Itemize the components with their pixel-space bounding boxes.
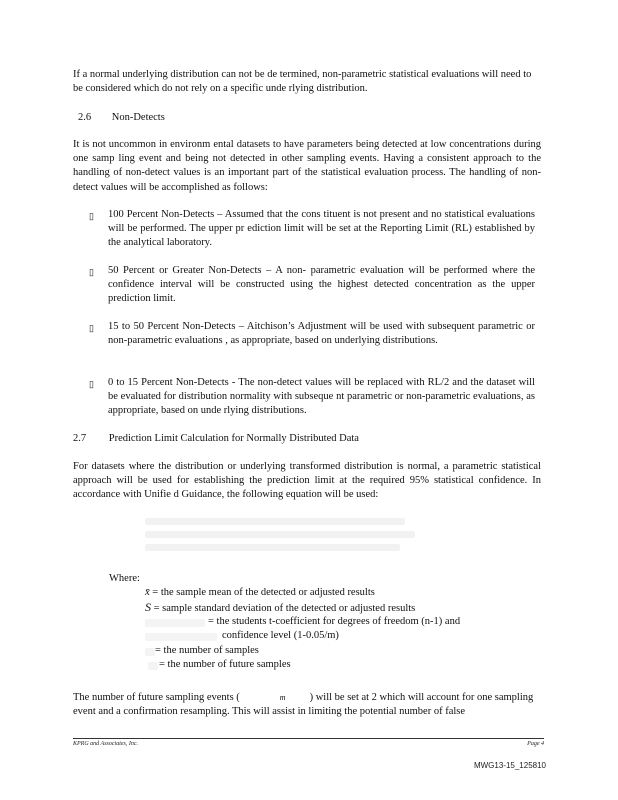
t-symbol-image — [145, 633, 217, 641]
document-code: MWG13-15_125810 — [473, 761, 546, 770]
n-symbol-image — [145, 648, 155, 656]
equation-image — [145, 518, 415, 560]
bullet-icon: ▯ — [89, 211, 94, 221]
footer-page-number: Page 4 — [527, 741, 544, 747]
section-title: Non-Detects — [111, 112, 165, 123]
intro-paragraph: If a normal underlying distribution can not be de termined, non-parametric statistical evaluations will need to be considered which do not rely on a specific unde rlying distribution. — [73, 69, 532, 95]
section-2-7-heading — [73, 432, 359, 446]
non-detects-paragraph: It is not uncommon in environm ental datasets to have parameters being detected at low concentrations during one samp ling event and being not detected in other sampling events. Having a consistent approach to the handling of non-detect values is an important part of the statistical evaluation process. The handling of non- detect values will be accomplished as follows: — [73, 139, 541, 193]
m-symbol-image — [148, 662, 158, 670]
bullet-icon: ▯ — [89, 323, 94, 333]
closing-paragraph: The number of future sampling events ( m ) will be set at 2 which will account for one sampling event and a confirmation resampling. This will assist in limiting the potential number of false — [73, 692, 534, 718]
definition-n: = the number of samples — [155, 645, 259, 656]
bullet-item: 50 Percent or Greater Non-Detects – A non- parametric evaluation will be performed where the confidence interval will be constructed using the highest detected concentration as the upper prediction limit. — [108, 265, 535, 305]
footer-rule — [73, 738, 544, 739]
bullet-item: 100 Percent Non-Detects – Assumed that the cons tituent is not present and no statistical evaluations will be performed. The upper pr ediction limit will be set at the Reporting Limit (RL) established by the analytical laboratory. — [108, 209, 535, 249]
bullet-icon: ▯ — [89, 267, 94, 277]
definition-t: = the students t-coefficient for degrees of freedom (n-1) and — [208, 616, 461, 627]
definition-xbar: x̄ = the sample mean of the detected or adjusted results — [145, 587, 375, 598]
where-label: Where: — [109, 573, 140, 584]
definition-m: = the number of future samples — [159, 659, 291, 670]
definition-t-cont: confidence level (1-0.05/m) — [222, 630, 339, 641]
s-symbol: S — [145, 600, 151, 614]
section-2-6-heading — [73, 111, 165, 125]
footer-company: KPRG and Associates, Inc. — [73, 741, 139, 747]
bullet-icon: ▯ — [89, 379, 94, 389]
section-number: 2.7 — [73, 433, 87, 444]
section-number: 2.6 — [78, 112, 92, 123]
bullet-item: 0 to 15 Percent Non-Detects - The non-detect values will be replaced with RL/2 and the dataset will be evaluated for distribution normality with subseque nt parametric or non-parametric evaluations, as appropriate, based on unde rlying distributions. — [108, 377, 535, 417]
definition-s: S = sample standard deviation of the detected or adjusted results — [145, 600, 416, 614]
bullet-item: 15 to 50 Percent Non-Detects – Aitchison’s Adjustment will be used with subsequent parametric or non-parametric evaluations , as appropriate, based on underlying distributions. — [108, 321, 535, 347]
prediction-limit-paragraph: For datasets where the distribution or underlying transformed distribution is normal, a parametric statistical approach will be used for establishing the prediction limit at the required 95% statistical confidence. In accordance with Unifie d Guidance, the following equation will be used: — [73, 461, 541, 501]
section-title: Prediction Limit Calculation for Normally Distributed Data — [108, 433, 359, 444]
xbar-symbol: x̄ — [145, 587, 150, 598]
t-symbol-image — [145, 619, 205, 627]
